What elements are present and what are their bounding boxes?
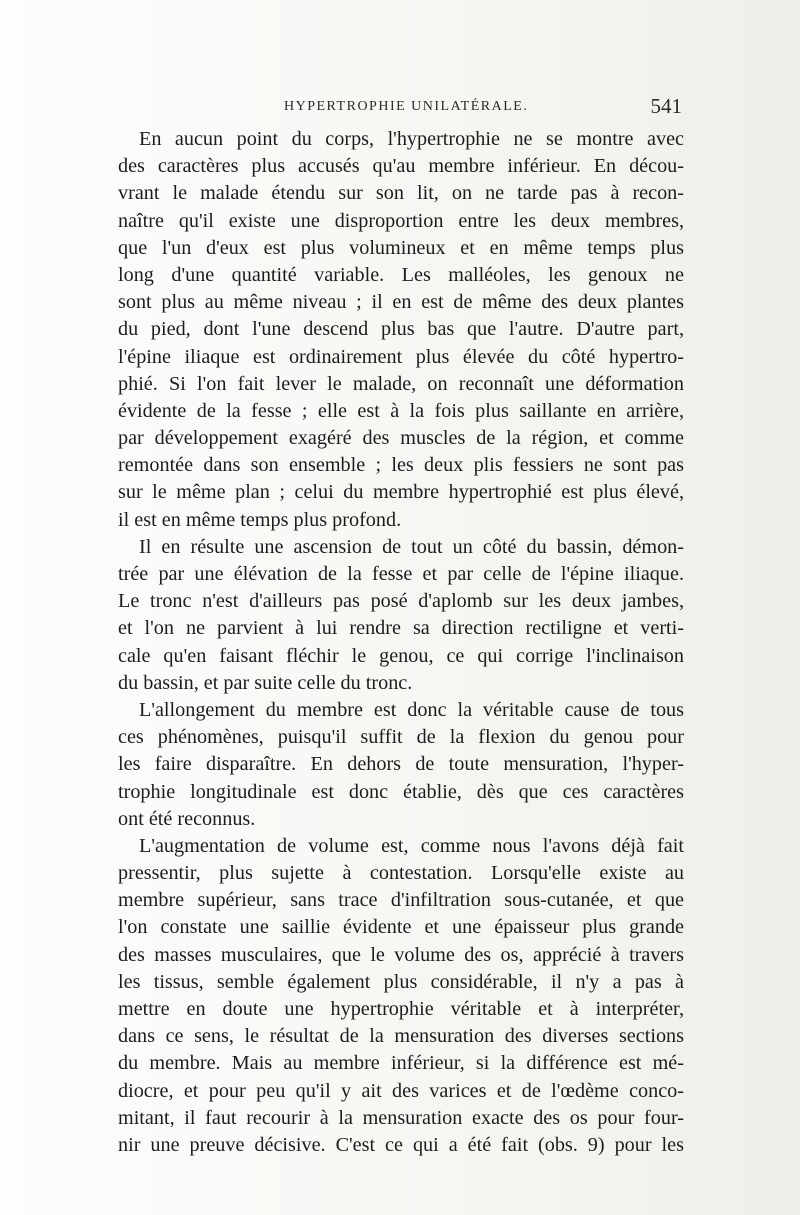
text-line: il est en même temps plus profond.: [118, 508, 402, 531]
text-line: ont été reconnus.: [118, 807, 256, 830]
text-line: trée par une élévation de la fesse et par celle de l'épine iliaque.: [118, 563, 684, 585]
text-line: évidente de la fesse ; elle est à la fois plus saillante en arrière,: [118, 399, 684, 422]
page-header: [118, 95, 684, 125]
text-line: l'on constate une saillie évidente et une épaisseur plus grande: [118, 916, 684, 939]
text-line: du bassin, et par suite celle du tronc.: [118, 671, 413, 694]
text-line: des caractères plus accusés qu'au membre inférieur. En décou-: [118, 155, 684, 178]
text-line: pressentir, plus sujette à contestation. Lorsqu'elle existe au: [118, 862, 684, 885]
running-title: HYPERTROPHIE UNILATÉRALE.: [284, 99, 529, 114]
text-line: phié. Si l'on fait lever le malade, on reconnaît une déformation: [118, 372, 684, 395]
text-line: du membre. Mais au membre inférieur, si la différence est mé-: [118, 1052, 684, 1075]
text-line: par développement exagéré des muscles de la région, et comme: [118, 427, 684, 450]
text-line: L'augmentation de volume est, comme nous l'avons déjà fait: [139, 834, 684, 857]
text-line: nir une preuve décisive. C'est ce qui a été fait (obs. 9) pour les: [118, 1133, 684, 1156]
text-line: vrant le malade étendu sur son lit, on ne tarde pas à recon-: [118, 182, 684, 205]
text-line: et l'on ne parvient à lui rendre sa direction rectiligne et verti-: [118, 617, 684, 640]
text-line: cale qu'en faisant fléchir le genou, ce qui corrige l'inclinaison: [118, 644, 684, 667]
text-line: ces phénomènes, puisqu'il suffit de la flexion du genou pour: [118, 726, 684, 749]
text-line: naître qu'il existe une disproportion entre les deux membres,: [118, 209, 684, 232]
text-line: mitant, il faut recourir à la mensuration exacte des os pour four-: [118, 1106, 684, 1129]
text-line: mettre en doute une hypertrophie véritable et à interpréter,: [118, 998, 684, 1020]
text-line: Il en résulte une ascension de tout un côté du bassin, démon-: [139, 535, 684, 558]
text-line: l'épine iliaque est ordinairement plus élevée du côté hypertro-: [118, 345, 684, 368]
text-line: membre supérieur, sans trace d'infiltration sous-cutanée, et que: [118, 889, 684, 912]
text-line: sont plus au même niveau ; il en est de même des deux plantes: [118, 291, 684, 314]
text-line: des masses musculaires, que le volume des os, apprécié à travers: [118, 943, 684, 966]
text-line: les tissus, semble également plus considérable, il n'y a pas à: [118, 970, 684, 993]
text-line: que l'un d'eux est plus volumineux et en même temps plus: [118, 236, 684, 259]
text-line: diocre, et pour peu qu'il y ait des varices et de l'œdème conco-: [118, 1079, 684, 1102]
text-line: sur le même plan ; celui du membre hypertrophié est plus élevé,: [118, 481, 684, 504]
text-line: Le tronc n'est d'ailleurs pas posé d'aplomb sur les deux jambes,: [118, 590, 684, 613]
page-number: 541: [650, 94, 682, 118]
text-line: dans ce sens, le résultat de la mensuration des diverses sections: [118, 1025, 684, 1048]
text-line: trophie longitudinale est donc établie, dès que ces caractères: [118, 780, 684, 803]
text-line: du pied, dont l'une descend plus bas que l'autre. D'autre part,: [118, 318, 684, 341]
body-text: [118, 126, 684, 1159]
text-line: les faire disparaître. En dehors de toute mensuration, l'hyper-: [118, 753, 684, 776]
text-line: long d'une quantité variable. Les malléoles, les genoux ne: [118, 263, 684, 286]
text-line: En aucun point du corps, l'hypertrophie ne se montre avec: [139, 128, 684, 150]
text-line: L'allongement du membre est donc la véritable cause de tous: [139, 698, 684, 721]
text-line: remontée dans son ensemble ; les deux plis fessiers ne sont pas: [118, 454, 684, 477]
